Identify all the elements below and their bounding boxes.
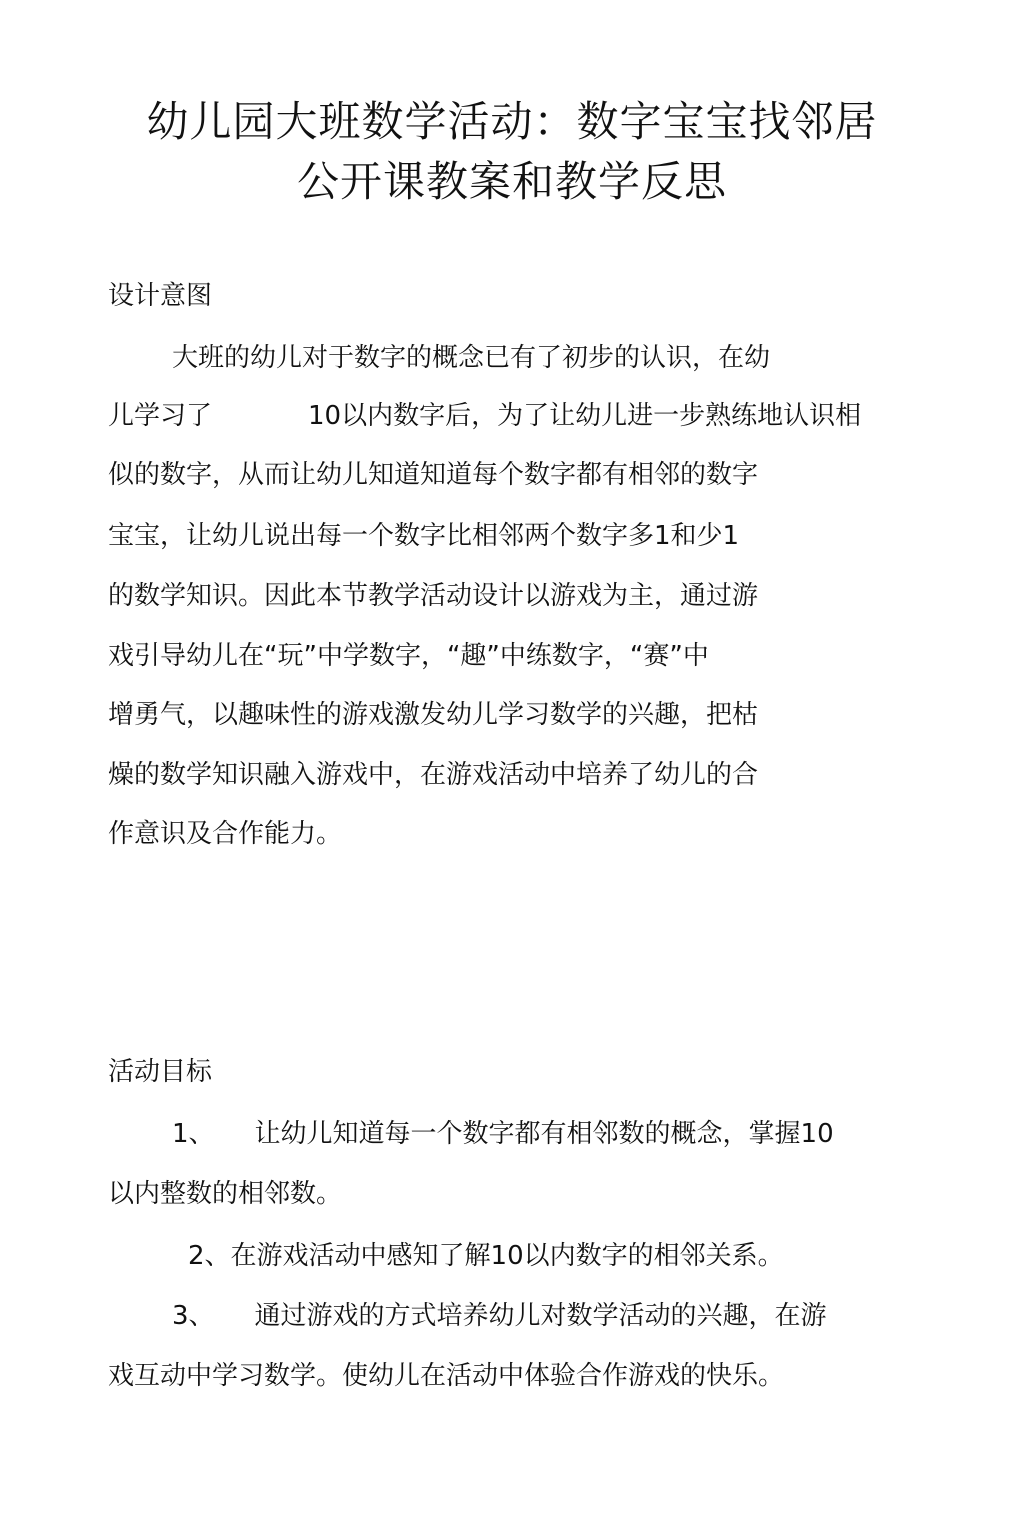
goal-number: 3、 xyxy=(172,1301,215,1331)
paragraph-line: 燥的数学知识融入游戏中，在游戏活动中培养了幼儿的合 xyxy=(108,760,759,790)
goal-item-1 xyxy=(172,1116,834,1152)
goal-item-1-continuation: 以内整数的相邻数。 xyxy=(108,1179,343,1209)
goal-number: 1、 xyxy=(172,1119,215,1149)
paragraph-line: 大班的幼儿对于数字的概念已有了初步的认识，在幼 xyxy=(172,343,771,373)
document-title-line-1: 幼儿园大班数学活动：数字宝宝找邻居 xyxy=(146,97,878,146)
paragraph-line xyxy=(108,398,861,434)
paragraph-line: 增勇气，以趣味性的游戏激发幼儿学习数学的兴趣，把枯 xyxy=(108,700,759,730)
paragraph-line: 戏引导幼儿在“玩”中学数字，“趣”中练数字，“赛”中 xyxy=(108,641,709,671)
paragraph-line: 宝宝，让幼儿说出每一个数字比相邻两个数字多1和少1 xyxy=(108,521,740,551)
section-heading-design-intent: 设计意图 xyxy=(108,281,213,311)
section-heading-goals: 活动目标 xyxy=(108,1057,213,1087)
paragraph-fragment: 儿学习了 xyxy=(108,401,213,431)
goal-item-3 xyxy=(172,1298,827,1334)
paragraph-fragment: 10以内数字后，为了让幼儿进一步熟练地认识相 xyxy=(308,401,862,431)
paragraph-line: 作意识及合作能力。 xyxy=(108,819,343,849)
goal-item-3-continuation: 戏互动中学习数学。使幼儿在活动中体验合作游戏的快乐。 xyxy=(108,1361,785,1391)
goal-text: 让幼儿知道每一个数字都有相邻数的概念，掌握10 xyxy=(254,1119,834,1149)
goal-item-2: 2、在游戏活动中感知了解10以内数字的相邻关系。 xyxy=(188,1241,784,1271)
paragraph-line: 似的数字，从而让幼儿知道知道每个数字都有相邻的数字 xyxy=(108,460,759,490)
document-title-line-2: 公开课教案和教学反思 xyxy=(296,157,727,206)
paragraph-line: 的数学知识。因此本节教学活动设计以游戏为主，通过游 xyxy=(108,581,759,611)
goal-text: 通过游戏的方式培养幼儿对数学活动的兴趣，在游 xyxy=(254,1301,827,1331)
